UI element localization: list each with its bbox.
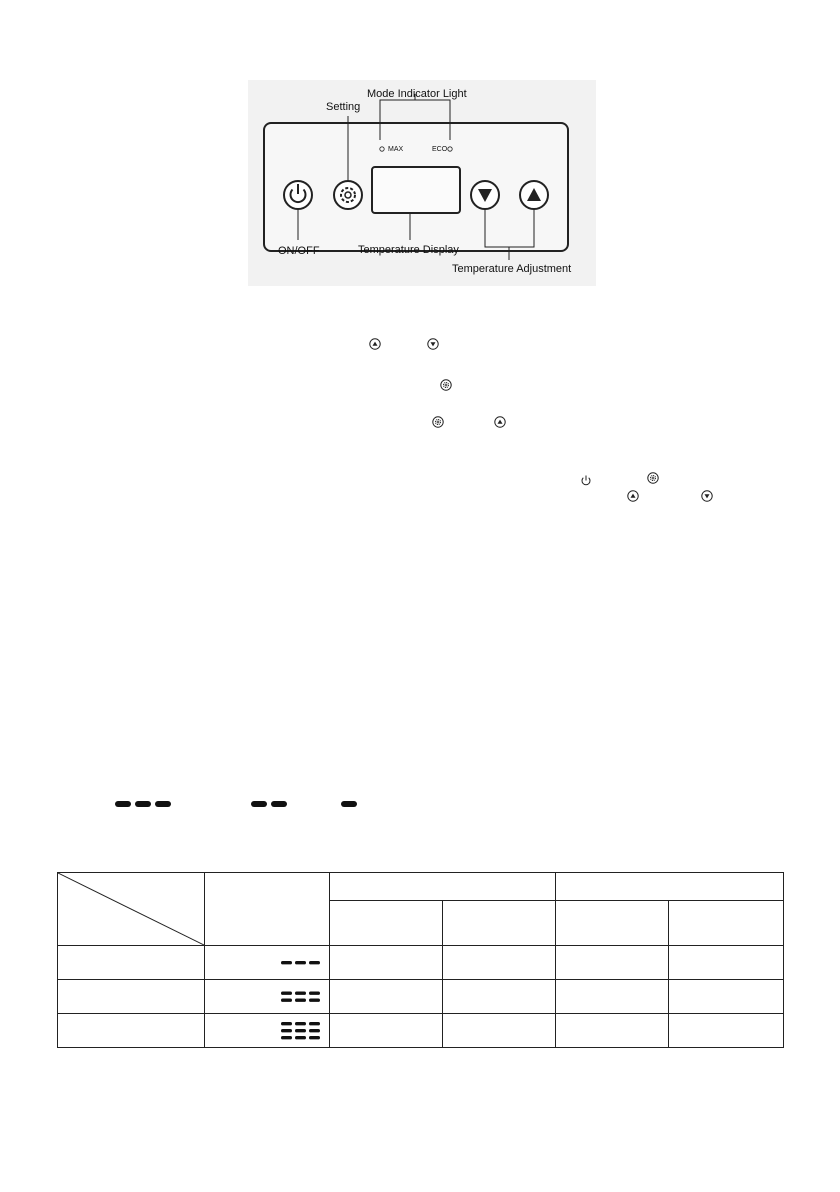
table-header-group-2 <box>556 873 784 901</box>
temperature-adjustment-label: Temperature Adjustment <box>452 263 572 275</box>
mode-indicator-label: Mode Indicator Light <box>367 88 467 100</box>
table-subheader-cell <box>556 901 669 946</box>
temperature-display-label: Temperature Display <box>358 244 459 256</box>
table-subheader-cell <box>669 901 784 946</box>
level-3-indicator-icon <box>114 800 172 808</box>
control-panel-figure <box>248 80 596 286</box>
temperature-display-screen <box>372 167 460 213</box>
table-corner-cell <box>58 873 205 946</box>
level-table <box>57 872 783 1047</box>
settings-icon <box>432 416 444 428</box>
up-button-icon <box>520 181 548 209</box>
down-button-icon <box>471 181 499 209</box>
max-label: MAX <box>388 146 404 153</box>
table-row <box>58 1014 784 1048</box>
up-arrow-icon <box>627 490 639 502</box>
table-header-cell <box>205 873 330 946</box>
table-subheader-cell <box>330 901 443 946</box>
level-3-row-icon <box>281 1021 321 1041</box>
up-arrow-icon <box>494 416 506 428</box>
eco-label: ECO <box>432 146 448 153</box>
setting-label: Setting <box>326 101 361 113</box>
level-1-indicator-icon <box>340 800 358 808</box>
down-arrow-icon <box>701 490 713 502</box>
up-arrow-icon <box>369 338 381 350</box>
table-header-group-1 <box>330 873 556 901</box>
table-row <box>58 946 784 980</box>
down-arrow-icon <box>427 338 439 350</box>
gear-button-icon <box>334 181 362 209</box>
power-button-icon <box>284 181 312 209</box>
level-2-indicator-icon <box>250 800 288 808</box>
level-2-row-icon <box>281 990 321 1003</box>
settings-table <box>57 872 784 1048</box>
table-subheader-cell <box>443 901 556 946</box>
table-row <box>58 980 784 1014</box>
settings-icon <box>647 472 659 484</box>
on-off-label: ON/OFF <box>278 245 320 257</box>
settings-icon <box>440 379 452 391</box>
power-icon <box>580 474 592 486</box>
level-1-row-icon <box>281 960 321 966</box>
